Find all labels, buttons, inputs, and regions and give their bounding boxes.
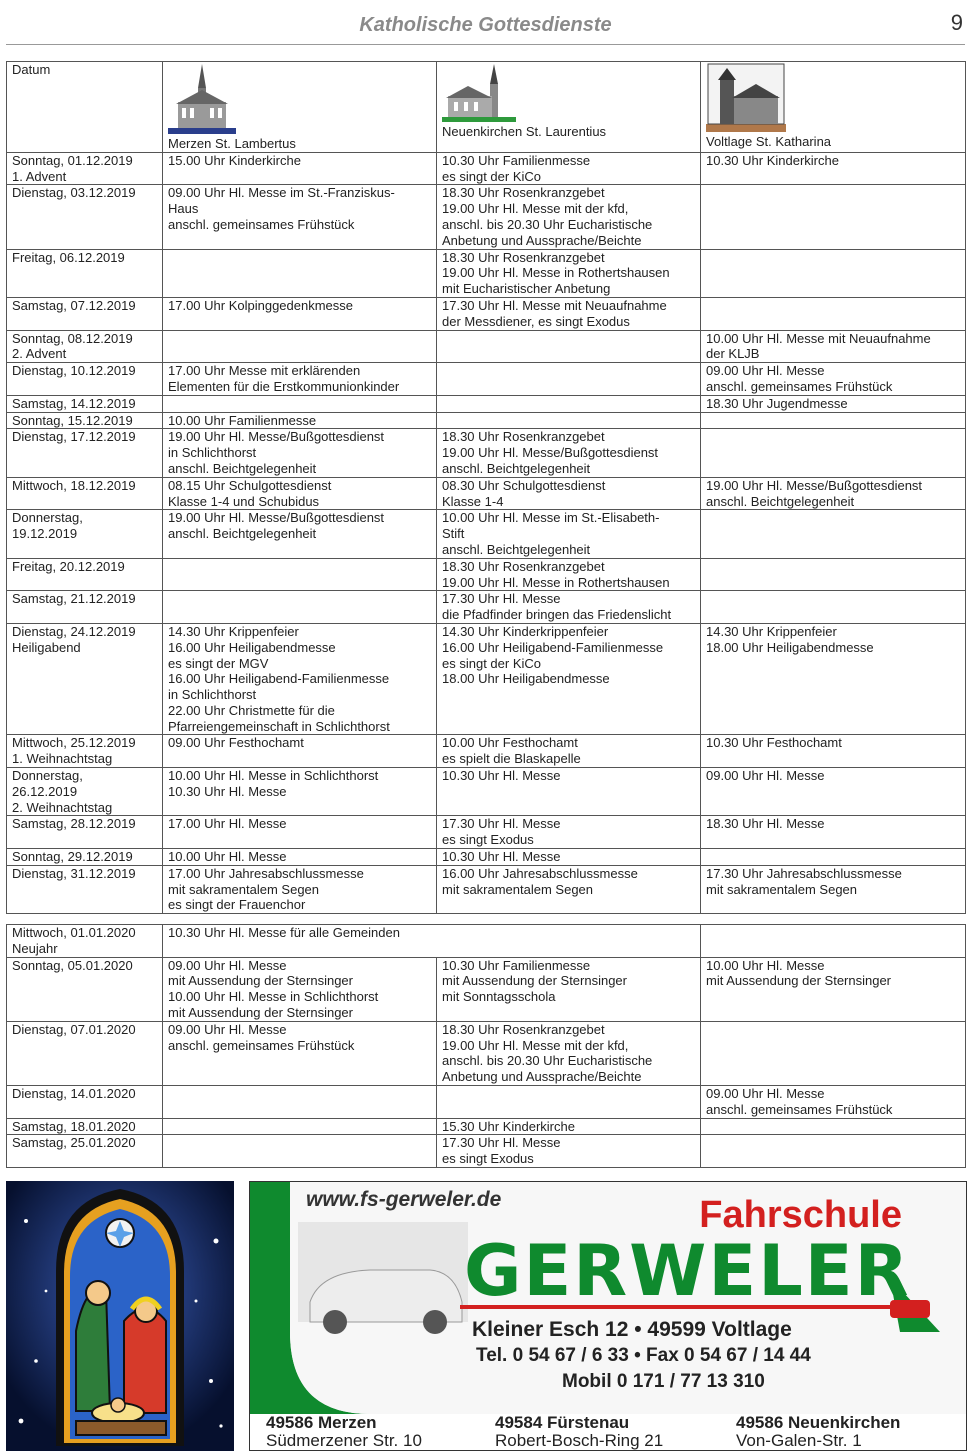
cell-line: 10.00 Uhr Hl. Messe: [168, 849, 287, 865]
cell-line: 1. Weihnachtstag: [12, 751, 113, 767]
merzen-cell: [163, 816, 437, 849]
cell-line: anschl. gemeinsames Frühstück: [706, 378, 893, 394]
cell-line: 26.12.2019: [12, 783, 78, 799]
date-cell: [7, 735, 163, 768]
cell-line: 10.00 Uhr Hl. Messe: [706, 957, 825, 973]
date-cell: [7, 152, 163, 185]
column-label-date: Datum: [12, 62, 51, 77]
cell-line: der Messdiener, es singt Exodus: [442, 313, 630, 329]
cell-line: 17.00 Uhr Messe mit erklärenden: [168, 363, 361, 379]
cell-line: anschl. Beichtgelegenheit: [442, 460, 591, 476]
date-cell: [7, 363, 163, 396]
merzen-cell: [163, 395, 437, 412]
date-cell: [7, 477, 163, 510]
table-row: [7, 395, 966, 412]
schedule-table-december: [6, 61, 966, 914]
voltlage-cell: [701, 558, 966, 591]
page-title: Katholische Gottesdienste: [359, 14, 612, 36]
cell-line: Samstag, 21.12.2019: [12, 591, 136, 607]
neuenkirchen-cell: [437, 623, 701, 735]
table-row: [7, 735, 966, 768]
cell-line: 10.30 Uhr Hl. Messe: [442, 849, 561, 865]
table-row: [7, 412, 966, 429]
table-row: [7, 925, 966, 958]
merzen-cell: [163, 249, 437, 297]
cell-line: Stift: [442, 526, 465, 542]
cell-line: es singt der KiCo: [442, 655, 541, 671]
cell-line: 14.30 Uhr Krippenfeier: [168, 623, 299, 639]
cell-line: 22.00 Uhr Christmette für die: [168, 702, 335, 718]
cell-line: 17.00 Uhr Jahresabschlussmesse: [168, 865, 364, 881]
merzen-cell: [163, 1085, 437, 1118]
merzen-cell: [163, 510, 437, 558]
cell-line: 18.30 Uhr Rosenkranzgebet: [442, 185, 605, 201]
cell-line: anschl. Beichtgelegenheit: [168, 460, 317, 476]
cell-line: Elementen für die Erstkommunionkinder: [168, 378, 400, 394]
cell-line: 2. Weihnachtstag: [12, 799, 113, 815]
neuenkirchen-cell: [437, 816, 701, 849]
cell-line: Samstag, 28.12.2019: [12, 816, 136, 832]
table-row: [7, 1118, 966, 1135]
cell-line: der KLJB: [706, 346, 760, 362]
date-cell: [7, 1021, 163, 1085]
cell-line: 09.00 Uhr Hl. Messe: [706, 363, 825, 379]
cell-line: 15.00 Uhr Kinderkirche: [168, 152, 301, 168]
voltlage-cell: [701, 957, 966, 1021]
cell-line: 09.00 Uhr Hl. Messe im St.-Franziskus-: [168, 185, 395, 201]
date-cell: [7, 429, 163, 477]
voltlage-cell: [701, 816, 966, 849]
cell-line: mit sakramentalem Segen: [706, 881, 858, 897]
cell-line: 17.30 Uhr Jahresabschlussmesse: [706, 865, 902, 881]
neuenkirchen-cell: [437, 510, 701, 558]
cell-line: mit Eucharistischer Anbetung: [442, 281, 611, 297]
cell-line: 1. Advent: [12, 168, 67, 184]
cell-line: es singt der Frauenchor: [168, 897, 306, 913]
table-row: [7, 768, 966, 816]
ad-brand: GERWELER: [464, 1230, 911, 1312]
date-cell: [7, 330, 163, 363]
merzen-cell: [163, 623, 437, 735]
date-cell: [7, 412, 163, 429]
cell-line: 17.30 Uhr Hl. Messe mit Neuaufnahme: [442, 297, 667, 313]
cell-line: es singt Exodus: [442, 832, 534, 848]
date-cell: [7, 957, 163, 1021]
voltlage-cell: [701, 591, 966, 624]
column-header-voltlage: [701, 62, 966, 153]
cell-line: Haus: [168, 201, 199, 217]
cell-line: 19.00 Uhr Hl. Messe in Rothertshausen: [442, 265, 670, 281]
cell-line: 19.00 Uhr Hl. Messe in Rothertshausen: [442, 574, 670, 590]
table-row: [7, 249, 966, 297]
cell-line: 10.30 Uhr Hl. Messe für alle Gemeinden: [168, 925, 400, 940]
ad-branch-street: Robert-Bosch-Ring 21: [495, 1431, 664, 1450]
cell-line: 2. Advent: [12, 346, 67, 362]
ad-mobile: Mobil 0 171 / 77 13 310: [562, 1371, 765, 1392]
cell-line: in Schlichthorst: [168, 445, 257, 461]
merzen-cell: [163, 412, 437, 429]
cell-line: 09.00 Uhr Hl. Messe: [706, 1085, 825, 1101]
cell-line: Freitag, 20.12.2019: [12, 558, 125, 574]
date-cell: [7, 1118, 163, 1135]
cell-line: 19.12.2019: [12, 526, 78, 542]
cell-line: 17.30 Uhr Hl. Messe: [442, 816, 561, 832]
cell-line: Mittwoch, 01.01.2020: [12, 925, 136, 940]
date-cell: [7, 395, 163, 412]
neuenkirchen-cell: [437, 152, 701, 185]
cell-line: mit sakramentalem Segen: [168, 881, 320, 897]
cell-line: Mittwoch, 18.12.2019: [12, 477, 136, 493]
cell-line: Pfarreiengemeinschaft in Schlichthorst: [168, 718, 390, 734]
voltlage-cell: [701, 363, 966, 396]
neuenkirchen-cell: [437, 1085, 701, 1118]
cell-line: Neujahr: [12, 940, 58, 956]
ad-branch-city: 49586 Neuenkirchen: [736, 1413, 901, 1432]
cell-line: 10.30 Uhr Festhochamt: [706, 735, 842, 751]
cell-line: Samstag, 14.12.2019: [12, 395, 136, 411]
date-cell: [7, 1085, 163, 1118]
voltlage-cell: [701, 429, 966, 477]
cell-line: 10.00 Uhr Hl. Messe in Schlichthorst: [168, 768, 379, 784]
cell-line: die Pfadfinder bringen das Friedenslicht: [442, 607, 672, 623]
voltlage-cell: [701, 185, 966, 249]
driving-school-ad: [249, 1181, 967, 1451]
neuenkirchen-cell: [437, 395, 701, 412]
cell-line: 19.00 Uhr Hl. Messe mit der kfd,: [442, 1037, 629, 1053]
merzen-cell: [163, 1021, 437, 1085]
date-cell: [7, 249, 163, 297]
cell-line: Donnerstag,: [12, 510, 83, 526]
table-header-row: [7, 62, 966, 153]
table-row: [7, 297, 966, 330]
cell-line: Samstag, 18.01.2020: [12, 1118, 136, 1134]
cell-line: Heiligabend: [12, 639, 81, 655]
table-row: [7, 957, 966, 1021]
table-row: [7, 623, 966, 735]
cell-line: 19.00 Uhr Hl. Messe mit der kfd,: [442, 201, 629, 217]
merzen-cell: [163, 363, 437, 396]
table-row: [7, 477, 966, 510]
cell-line: mit Sonntagsschola: [442, 989, 556, 1005]
date-cell: [7, 768, 163, 816]
cell-line: es singt der MGV: [168, 655, 269, 671]
cell-line: mit Aussendung der Sternsinger: [168, 973, 353, 989]
voltlage-cell: [701, 623, 966, 735]
cell-line: 17.30 Uhr Hl. Messe: [442, 1135, 561, 1151]
date-cell: [7, 925, 163, 958]
cell-line: Mittwoch, 25.12.2019: [12, 735, 136, 751]
merzen-cell: [163, 1118, 437, 1135]
cell-line: 18.30 Uhr Jugendmesse: [706, 395, 848, 411]
ad-branch-street: Von-Galen-Str. 1: [736, 1431, 862, 1450]
cell-line: 16.00 Uhr Heiligabend-Familienmesse: [442, 639, 664, 655]
cell-line: es singt der KiCo: [442, 168, 541, 184]
table-row: [7, 1135, 966, 1168]
page-number: 9: [950, 10, 963, 35]
voltlage-cell: [701, 152, 966, 185]
voltlage-cell: [701, 925, 966, 958]
voltlage-cell: [701, 1085, 966, 1118]
cell-line: anschl. bis 20.30 Uhr Eucharistische: [442, 1053, 653, 1069]
cell-line: Dienstag, 10.12.2019: [12, 363, 136, 379]
cell-line: mit Aussendung der Sternsinger: [442, 973, 627, 989]
nativity-stained-glass-icon: [6, 1181, 234, 1451]
date-cell: [7, 849, 163, 866]
cell-line: es singt Exodus: [442, 1151, 534, 1167]
cell-line: 09.00 Uhr Hl. Messe: [706, 768, 825, 784]
table-row: [7, 816, 966, 849]
cell-line: anschl. gemeinsames Frühstück: [168, 216, 355, 232]
neuenkirchen-cell: [437, 591, 701, 624]
cell-line: Klasse 1-4 und Schubidus: [168, 493, 320, 509]
cell-line: 17.00 Uhr Hl. Messe: [168, 816, 287, 832]
cell-line: 17.00 Uhr Kolpinggedenkmesse: [168, 297, 354, 313]
ad-title: Fahrschule: [699, 1194, 902, 1236]
neuenkirchen-cell: [437, 957, 701, 1021]
voltlage-cell: [701, 735, 966, 768]
neuenkirchen-cell: [437, 768, 701, 816]
table-row: [7, 1021, 966, 1085]
cell-line: 10.00 Uhr Festhochamt: [442, 735, 578, 751]
cell-line: 18.30 Uhr Rosenkranzgebet: [442, 1021, 605, 1037]
cell-line: Dienstag, 31.12.2019: [12, 865, 136, 881]
cell-line: 10.00 Uhr Hl. Messe mit Neuaufnahme: [706, 330, 931, 346]
voltlage-cell: [701, 1021, 966, 1085]
date-cell: [7, 865, 163, 913]
nativity-stained-glass-image: [6, 1181, 234, 1451]
column-label-merzen: Merzen St. Lambertus: [168, 136, 296, 151]
cell-line: 08.15 Uhr Schulgottesdienst: [168, 477, 332, 493]
cell-line: anschl. gemeinsames Frühstück: [706, 1101, 893, 1117]
table-row: [7, 558, 966, 591]
cell-line: Dienstag, 07.01.2020: [12, 1021, 136, 1037]
cell-line: Anbetung und Aussprache/Beichte: [442, 232, 642, 248]
ad-branch-neuenkirchen: [736, 1414, 900, 1450]
cell-line: 16.00 Uhr Heiligabend-Familienmesse: [168, 671, 390, 687]
church-neuenkirchen-icon: [442, 62, 516, 122]
neuenkirchen-cell: [437, 412, 701, 429]
cell-line: 18.30 Uhr Rosenkranzgebet: [442, 558, 605, 574]
neuenkirchen-cell: [437, 429, 701, 477]
cell-line: 10.30 Uhr Hl. Messe: [442, 768, 561, 784]
ad-url[interactable]: www.fs-gerweler.de: [306, 1188, 502, 1211]
header-rule: [6, 44, 965, 45]
merzen-cell: [163, 558, 437, 591]
ad-branch-fuerstenau: [495, 1414, 663, 1450]
column-header-date: [7, 62, 163, 153]
cell-line: 15.30 Uhr Kinderkirche: [442, 1118, 575, 1134]
cell-line: 10.00 Uhr Hl. Messe in Schlichthorst: [168, 989, 379, 1005]
neuenkirchen-cell: [437, 363, 701, 396]
neuenkirchen-cell: [437, 735, 701, 768]
voltlage-cell: [701, 865, 966, 913]
date-cell: [7, 623, 163, 735]
table-row: [7, 849, 966, 866]
column-header-merzen: [163, 62, 437, 153]
cell-line: 16.00 Uhr Heiligabendmesse: [168, 639, 336, 655]
neuenkirchen-cell: [437, 865, 701, 913]
table-row: [7, 185, 966, 249]
cell-line: 10.30 Uhr Familienmesse: [442, 957, 591, 973]
cell-line: 09.00 Uhr Hl. Messe: [168, 1021, 287, 1037]
cell-line: in Schlichthorst: [168, 687, 257, 703]
table-row: [7, 865, 966, 913]
merzen-cell: [163, 735, 437, 768]
voltlage-cell: [701, 1118, 966, 1135]
cell-line: Samstag, 07.12.2019: [12, 297, 136, 313]
date-cell: [7, 185, 163, 249]
column-header-neuenkirchen: [437, 62, 701, 153]
voltlage-cell: [701, 330, 966, 363]
cell-line: mit Aussendung der Sternsinger: [168, 1004, 353, 1020]
neuenkirchen-cell: [437, 185, 701, 249]
merzen-cell: [163, 957, 437, 1021]
table-row: [7, 363, 966, 396]
date-cell: [7, 297, 163, 330]
neuenkirchen-cell: [437, 249, 701, 297]
cell-line: Dienstag, 24.12.2019: [12, 623, 136, 639]
neuenkirchen-cell: [437, 297, 701, 330]
cell-line: Freitag, 06.12.2019: [12, 249, 125, 265]
neuenkirchen-cell: [437, 558, 701, 591]
merzen-cell: [163, 330, 437, 363]
merzen-cell: [163, 591, 437, 624]
cell-line: 17.30 Uhr Hl. Messe: [442, 591, 561, 607]
ad-branch-street: Südmerzener Str. 10: [266, 1431, 422, 1450]
voltlage-cell: [701, 297, 966, 330]
voltlage-cell: [701, 477, 966, 510]
all-parishes-cell: [163, 925, 701, 958]
cell-line: 18.00 Uhr Heiligabendmesse: [442, 671, 610, 687]
voltlage-cell: [701, 849, 966, 866]
cell-line: Sonntag, 05.01.2020: [12, 957, 133, 973]
schedule-table-january: [6, 924, 966, 1168]
cell-line: Sonntag, 29.12.2019: [12, 849, 133, 865]
cell-line: 18.30 Uhr Hl. Messe: [706, 816, 825, 832]
cell-line: anschl. Beichtgelegenheit: [168, 526, 317, 542]
cell-line: Samstag, 25.01.2020: [12, 1135, 136, 1151]
cell-line: 18.00 Uhr Heiligabendmesse: [706, 639, 874, 655]
cell-line: anschl. Beichtgelegenheit: [706, 493, 855, 509]
voltlage-cell: [701, 395, 966, 412]
cell-line: 19.00 Uhr Hl. Messe/Bußgottesdienst: [168, 429, 385, 445]
merzen-cell: [163, 185, 437, 249]
neuenkirchen-cell: [437, 1021, 701, 1085]
merzen-cell: [163, 152, 437, 185]
table-row: [7, 1085, 966, 1118]
neuenkirchen-cell: [437, 849, 701, 866]
neuenkirchen-cell: [437, 330, 701, 363]
cell-line: Dienstag, 03.12.2019: [12, 185, 136, 201]
date-cell: [7, 1135, 163, 1168]
cell-line: Sonntag, 01.12.2019: [12, 152, 133, 168]
cell-line: 18.30 Uhr Rosenkranzgebet: [442, 429, 605, 445]
neuenkirchen-cell: [437, 1135, 701, 1168]
cell-line: 10.00 Uhr Familienmesse: [168, 412, 317, 428]
merzen-cell: [163, 297, 437, 330]
cell-line: mit sakramentalem Segen: [442, 881, 594, 897]
cell-line: anschl. gemeinsames Frühstück: [168, 1037, 355, 1053]
ad-branch-city: 49584 Fürstenau: [495, 1413, 630, 1432]
cell-line: Klasse 1-4: [442, 493, 504, 509]
cell-line: 09.00 Uhr Festhochamt: [168, 735, 304, 751]
date-cell: [7, 558, 163, 591]
voltlage-cell: [701, 249, 966, 297]
cell-line: Sonntag, 15.12.2019: [12, 412, 133, 428]
table-row: [7, 591, 966, 624]
cell-line: anschl. bis 20.30 Uhr Eucharistische: [442, 216, 653, 232]
cell-line: 10.30 Uhr Familienmesse: [442, 152, 591, 168]
cell-line: 19.00 Uhr Hl. Messe/Bußgottesdienst: [442, 445, 659, 461]
cell-line: Dienstag, 17.12.2019: [12, 429, 136, 445]
church-merzen-icon: [168, 62, 236, 134]
cell-line: Dienstag, 14.01.2020: [12, 1085, 136, 1101]
column-label-neuenkirchen: Neuenkirchen St. Laurentius: [442, 124, 607, 139]
cell-line: mit Aussendung der Sternsinger: [706, 973, 892, 989]
table-row: [7, 429, 966, 477]
church-voltlage-icon: [706, 62, 786, 132]
merzen-cell: [163, 477, 437, 510]
cell-line: 16.00 Uhr Jahresabschlussmesse: [442, 865, 638, 881]
merzen-cell: [163, 849, 437, 866]
cell-line: 09.00 Uhr Hl. Messe: [168, 957, 287, 973]
ad-branch-city: 49586 Merzen: [266, 1413, 377, 1432]
ad-address: Kleiner Esch 12 • 49599 Voltlage: [472, 1318, 792, 1341]
merzen-cell: [163, 1135, 437, 1168]
neuenkirchen-cell: [437, 1118, 701, 1135]
cell-line: 19.00 Uhr Hl. Messe/Bußgottesdienst: [706, 477, 923, 493]
cell-line: 14.30 Uhr Krippenfeier: [706, 623, 837, 639]
cell-line: 10.00 Uhr Hl. Messe im St.-Elisabeth-: [442, 510, 660, 526]
column-label-voltlage: Voltlage St. Katharina: [706, 134, 832, 149]
cell-line: 08.30 Uhr Schulgottesdienst: [442, 477, 606, 493]
voltlage-cell: [701, 510, 966, 558]
cell-line: Donnerstag,: [12, 768, 83, 784]
ad-phone: Tel. 0 54 67 / 6 33 • Fax 0 54 67 / 14 44: [476, 1345, 811, 1366]
cell-line: 19.00 Uhr Hl. Messe/Bußgottesdienst: [168, 510, 385, 526]
voltlage-cell: [701, 412, 966, 429]
cell-line: es spielt die Blaskapelle: [442, 751, 581, 767]
cell-line: Anbetung und Aussprache/Beichte: [442, 1069, 642, 1085]
merzen-cell: [163, 865, 437, 913]
merzen-cell: [163, 768, 437, 816]
cell-line: anschl. Beichtgelegenheit: [442, 541, 591, 557]
neuenkirchen-cell: [437, 477, 701, 510]
date-cell: [7, 816, 163, 849]
table-row: [7, 330, 966, 363]
voltlage-cell: [701, 768, 966, 816]
cell-line: 18.30 Uhr Rosenkranzgebet: [442, 249, 605, 265]
page-header: [6, 0, 965, 46]
date-cell: [7, 591, 163, 624]
table-row: [7, 510, 966, 558]
merzen-cell: [163, 429, 437, 477]
cell-line: 14.30 Uhr Kinderkrippenfeier: [442, 623, 609, 639]
cell-line: 10.30 Uhr Kinderkirche: [706, 152, 839, 168]
table-row: [7, 152, 966, 185]
ad-branch-merzen: [266, 1414, 422, 1450]
date-cell: [7, 510, 163, 558]
voltlage-cell: [701, 1135, 966, 1168]
cell-line: Sonntag, 08.12.2019: [12, 330, 133, 346]
cell-line: 10.30 Uhr Hl. Messe: [168, 783, 287, 799]
